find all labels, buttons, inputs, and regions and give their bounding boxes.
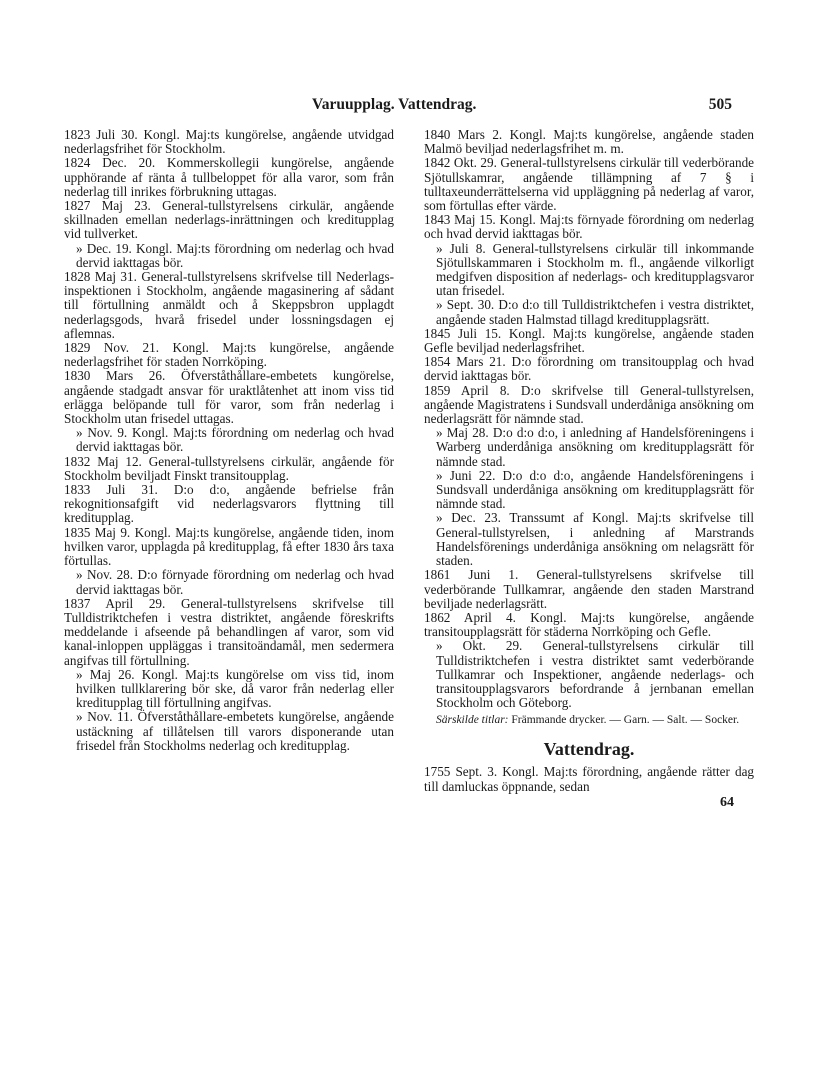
register-entry [424, 327, 754, 355]
entry-date: 1755 Sept. 3. [424, 764, 498, 780]
entry-date: 1845 Juli 15. [424, 325, 502, 341]
entry-text: General-tullstyrelsens skrifvelse till Nederlags-inspektionen i Stockholm, angående magasinering af sådant till förtullning anmäldt och å Skeppsbron upplagdt nederlagsgods, hvarå frisedel under lossningsdagen ej aflemnas. [64, 269, 395, 341]
entry-date: 1843 Maj 15. [424, 212, 496, 228]
register-entry [64, 568, 394, 596]
register-entry [424, 384, 754, 427]
see-also-label: Särskilde titlar: [436, 714, 509, 727]
register-entry [424, 469, 754, 512]
entry-date: » Juni 22. [436, 467, 496, 483]
register-entry [424, 568, 754, 611]
register-entry [64, 455, 394, 483]
entry-text: Kongl. Maj:ts kungörelse, angående tiden, inom hvilken varor, upplagda på kreditupplag, få efter 1830 års taxa förtullas. [64, 524, 395, 569]
left-column [64, 128, 394, 753]
entry-date: 1835 Maj 9. [64, 524, 131, 540]
register-entry [424, 298, 754, 326]
section-title: Vattendrag. [543, 739, 635, 760]
entry-date: » Dec. 19. [76, 240, 132, 256]
register-entry [424, 355, 754, 383]
register-entry [64, 668, 394, 711]
running-head-title: Varuupplag. Vattendrag. [312, 96, 477, 113]
running-head [312, 96, 732, 118]
entry-date: 1829 Nov. 21. [64, 340, 160, 356]
right-column-entries [424, 128, 754, 710]
register-entry [64, 597, 394, 668]
section2-entries [424, 765, 754, 793]
entry-text: Kongl. Maj:ts kungörelse, angående staden Gefle beviljad nederlagsfrihet. [424, 325, 755, 356]
entry-text: Kongl. Maj:ts förordning om nederlag och hvad dervid iakttagas bör. [76, 240, 395, 270]
entry-text: Kongl. Maj:ts kungörelse, angående utvidgad nederlagsfrihet för Stockholm. [64, 127, 394, 157]
register-entry [424, 511, 754, 568]
see-also-note [424, 714, 754, 727]
entry-text: D:o d:o, angående befrielse från rekognitionsafgift vid nederlagsvarors flyttning till kreditupplag. [64, 482, 394, 526]
see-also-text: Främmande drycker. — Garn. — Salt. — Socker. [511, 714, 740, 727]
entry-text: Kongl. Maj:ts kungörelse, angående nederlagsfrihet för staden Norrköping. [64, 340, 394, 370]
entry-date: 1840 Mars 2. [424, 127, 503, 142]
entry-date: » Maj 26. [76, 666, 135, 682]
entry-date: » Nov. 11. [76, 709, 133, 725]
entry-text: D:o d:o till Tulldistriktchefen i vestra distriktet, angående staden Halmstad tillagd kreditupplagsrätt. [436, 297, 754, 327]
register-entry [64, 156, 394, 199]
entry-date: 1861 Juni 1. [424, 567, 519, 583]
entry-date: » Nov. 28. [76, 567, 134, 583]
register-entry [64, 128, 394, 156]
entry-date: 1824 Dec. 20. [64, 155, 156, 171]
entry-text: D:o d:o d:o, i anledning af Handelsföreningens i Warberg underdåniga ansökning om kreditupplagsrätt för nämnde stad. [436, 425, 755, 469]
register-entry [64, 426, 394, 454]
entry-text: General-tullstyrelsens cirkulär till Tulldistriktchefen i vestra distriktet samt vederbörande Tullkamrar och Inspektioner, angående nederlags- och transitoupplagsvarors befordrande å jernbanan emellan Stockholm och Göteborg. [436, 638, 754, 711]
register-entry [424, 213, 754, 241]
register-entry [424, 426, 754, 469]
entry-text: General-tullstyrelsens skrifvelse till Tulldistriktchefen i vestra distriktet, angående föreskrifts meddelande i afseende på behandlingen af varor, som vid kanal-inloppen uppläggas i transitoändamål, men sedermera angifvas till förtullning. [64, 595, 395, 668]
entry-date: » Juli 8. [436, 240, 486, 256]
entry-date: 1842 Okt. 29. [424, 155, 497, 171]
entry-text: D:o förnyade förordning om nederlag och hvad dervid iakttagas bör. [76, 567, 394, 597]
entry-date: » Sept. 30. [436, 297, 495, 313]
entry-date: » Okt. 29. [436, 638, 523, 654]
entry-text: General-tullstyrelsens skrifvelse till vederbörande Tullkamrar, angående den staden Marstrand beviljade nederlagsrätt. [424, 567, 755, 611]
entry-date: 1837 April 29. [64, 595, 166, 611]
entry-text: General-tullstyrelsens cirkulär, angående för Stockholm beviljadt Finskt transitoupplag. [64, 453, 394, 483]
register-entry [64, 270, 394, 341]
entry-date: 1862 April 4. [424, 609, 516, 625]
entry-date: 1859 April 8. [424, 382, 510, 398]
entry-date: 1828 Maj 31. [64, 269, 137, 285]
entry-date: » Nov. 9. [76, 425, 128, 441]
register-entry [424, 611, 754, 639]
entry-text: Kongl. Maj:ts förordning, angående rätter dag till damluckas öppnande, sedan [424, 764, 755, 794]
signature-mark: 64 [720, 794, 734, 810]
register-entry [424, 128, 754, 156]
register-entry [424, 156, 754, 213]
right-column [424, 128, 754, 810]
entry-date: 1823 Juli 30. [64, 127, 138, 142]
page-number: 505 [708, 96, 732, 113]
register-entry [64, 199, 394, 242]
register-entry [64, 242, 394, 270]
entry-text: Öfverståthållare-embetets kungörelse, angående stadgadt ansvar för uraktlåtenhet att inom viss tid erlägga belöpande tull för varor, som från nederlag i Stockholm utan frisedel uttagas. [64, 368, 394, 427]
entry-text: D:o förordning om transitoupplag och hvad dervid iakttagas bör. [424, 354, 754, 384]
register-entry [424, 765, 754, 793]
register-entry [64, 483, 394, 526]
entry-text: D:o skrifvelse till General-tullstyrelsen, angående Magistratens i Sundsvall underdåniga ansökning om nederlagsrätt för nämnde stad. [424, 382, 754, 427]
register-entry [64, 369, 394, 426]
register-entry [424, 639, 754, 710]
register-entry [64, 341, 394, 369]
entry-date: 1832 Maj 12. [64, 453, 142, 469]
entry-date: 1854 Mars 21. [424, 354, 506, 370]
entry-date: » Dec. 23. [436, 510, 501, 526]
entry-text: Kongl. Maj:ts kungörelse, angående transitoupplagsrätt för städerna Norrköping och Gefle. [424, 609, 755, 640]
entry-text: D:o d:o d:o, angående Handelsföreningens i Sundsvall underdåniga ansökning om kreditupplagsrätt för nämnde stad. [436, 467, 755, 512]
entry-text: Öfverståthållare-embetets kungörelse, angående ustäckning af tillåtelsen till varors disponerande utan frisedel från Stockholms nederlag och kreditupplag. [76, 709, 394, 753]
entry-text: Kongl. Maj:ts förnyade förordning om nederlag och hvad dervid iakttagas bör. [424, 212, 755, 242]
entry-text: General-tullstyrelsens cirkulär, angående skillnaden emellan nederlags-inrättningen och kreditupplag vid tullverket. [64, 198, 395, 242]
register-entry [424, 242, 754, 299]
entry-text: Transsumt af Kongl. Maj:ts skrifvelse till General-tullstyrelsen, i anledning af Marstrands Handelsförenings underdåniga ansökning om nelagsrätt för staden. [436, 510, 754, 569]
register-entry [64, 526, 394, 569]
entry-text: Kongl. Maj:ts kungörelse om viss tid, inom hvilken tullklarering bör ske, då varor från nederlag eller kreditupplag till förtullning angifvas. [76, 666, 394, 711]
entry-text: Kommerskollegii kungörelse, angående upphörande af ränta å tullbeloppet för alla varor, som från nederlag till inrikes förbrukning uttagas. [64, 155, 395, 199]
entry-date: 1833 Juli 31. [64, 482, 158, 498]
entry-text: General-tullstyrelsens cirkulär till inkommande Sjötullskammaren i Stockholm m. fl., angående vilkorligt medgifven disposition af nederlags- och kreditupplagsvaror utan frisedel. [436, 240, 755, 299]
entry-text: General-tullstyrelsens cirkulär till vederbörande Sjötullskamrar, angående tillämpning af 7 § i tulltaxeunderrättelserna vid uppläggning på nederlag af varor, som förtullas efter värde. [424, 155, 755, 214]
entry-date: 1827 Maj 23. [64, 198, 151, 214]
register-entry [64, 710, 394, 753]
entry-text: Kongl. Maj:ts förordning om nederlag och hvad dervid iakttagas bör. [76, 425, 395, 455]
entry-date: 1830 Mars 26. [64, 368, 166, 384]
entry-date: » Maj 28. [436, 425, 489, 441]
entry-text: Kongl. Maj:ts kungörelse, angående staden Malmö beviljad nederlagsfrihet m. m. [424, 127, 755, 157]
